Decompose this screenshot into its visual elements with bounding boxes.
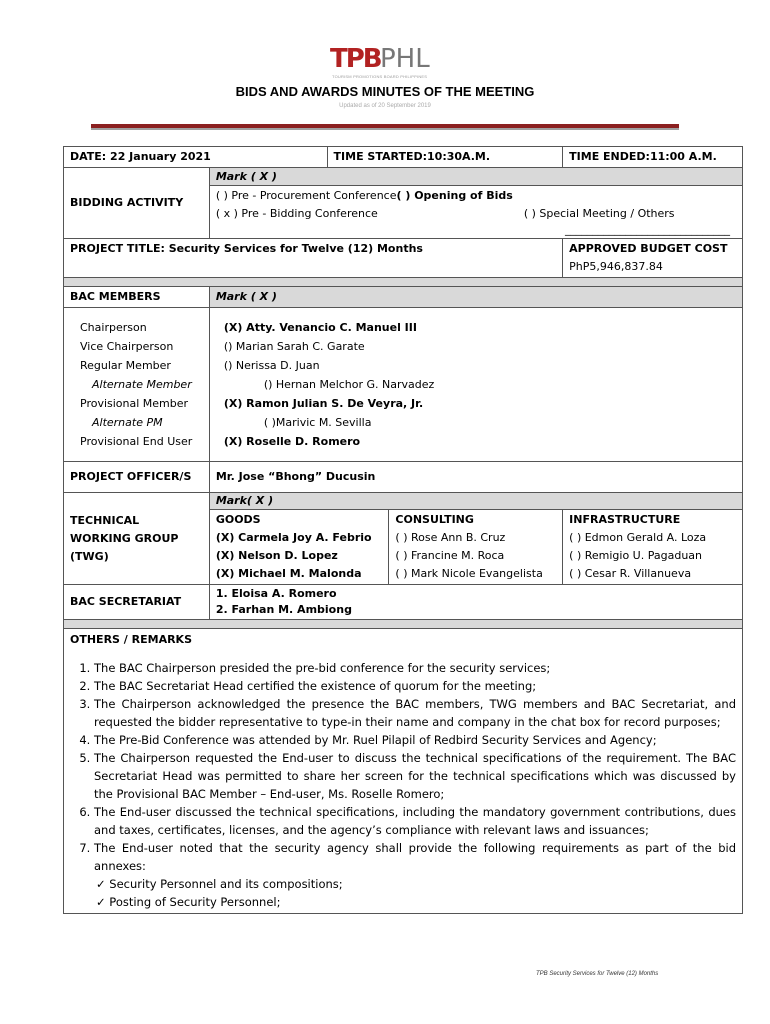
twg-infra-member[interactable]: ( ) Remigio U. Pagaduan [569, 549, 702, 562]
option-opening-of-bids[interactable]: ( ) Opening of Bids [396, 189, 513, 202]
document-title: BIDS AND AWARDS MINUTES OF THE MEETING [235, 84, 535, 99]
tpb-logo [330, 44, 452, 82]
member-chairperson[interactable]: (X) Atty. Venancio C. Manuel III [223, 321, 417, 334]
meeting-date: DATE: 22 January 2021 [64, 147, 328, 168]
role-chairperson: Chairperson [80, 321, 147, 334]
budget-label: APPROVED BUDGET COST [569, 242, 728, 255]
twg-goods-title: GOODS [215, 513, 261, 526]
option-pre-bidding[interactable]: ( x ) Pre - Bidding Conference [215, 207, 378, 220]
role-alternate-member: Alternate Member [92, 378, 192, 391]
member-regular[interactable]: () Nerissa D. Juan [223, 359, 320, 372]
remark-item: 4. The Pre-Bid Conference was attended by Mr. Ruel Pilapil of Redbird Security Services and Agency; [94, 731, 736, 749]
remark-item: 6. The End-user discussed the technical specifications, including the mandatory government contributions, dues and taxes, certificates, licenses, and the agency’s compliance with relevant laws and issuances; [94, 803, 736, 839]
project-officer-value: Mr. Jose “Bhong” Ducusin [209, 462, 742, 493]
meeting-row [64, 147, 743, 168]
remark-item: 7. The End-user noted that the security agency shall provide the following requirements as part of the bid annexes: [94, 839, 736, 875]
twg-consulting-title: CONSULTING [395, 513, 474, 526]
bidding-activity-label: BIDDING ACTIVITY [64, 168, 210, 239]
member-end-user[interactable]: (X) Roselle D. Romero [223, 435, 361, 448]
updated-date: Updated as of 20 September 2019 [339, 103, 431, 109]
time-started: TIME STARTED:10:30A.M. [327, 147, 563, 168]
member-alternate[interactable]: () Hernan Melchor G. Narvadez [263, 378, 435, 391]
project-officer-row [64, 462, 743, 493]
project-row [64, 239, 743, 278]
twg-infra-title: INFRASTRUCTURE [569, 513, 681, 526]
twg-consulting-member[interactable]: ( ) Mark Nicole Evangelista [395, 567, 543, 580]
page-footer: TPB Security Services for Twelve (12) Months [536, 971, 659, 977]
twg-label: TECHNICAL WORKING GROUP (TWG) [64, 493, 210, 585]
bac-mark-header: Mark ( X ) [209, 287, 742, 308]
twg-mark-header: Mark( X ) [209, 493, 742, 510]
twg-infra-member[interactable]: ( ) Edmon Gerald A. Loza [569, 531, 707, 544]
twg-header-row [64, 493, 743, 510]
logo-phl-text: PHL [380, 44, 430, 74]
remarks-row [64, 629, 743, 914]
member-vice-chairperson[interactable]: () Marian Sarah C. Garate [223, 340, 365, 353]
secretariat-row [64, 585, 743, 620]
bidding-activity-row [64, 168, 743, 186]
budget-value: PhP5,946,837.84 [569, 260, 663, 273]
bac-members-label: BAC MEMBERS [64, 287, 210, 308]
role-alternate-pm: Alternate PM [92, 416, 163, 429]
bidding-mark-header: Mark ( X ) [209, 168, 742, 186]
project-officer-label: PROJECT OFFICER/S [64, 462, 210, 493]
remark-item: 5. The Chairperson requested the End-user to discuss the technical specifications of the requirement. The BAC Secretariat Head was permitted to share her screen for the technical specifications which was discussed by the Provisional BAC Member – End-user, Ms. Roselle Romero; [94, 749, 736, 803]
remark-item: 1. The BAC Chairperson presided the pre-bid conference for the security services; [94, 659, 736, 677]
secretariat-label: BAC SECRETARIAT [64, 585, 210, 620]
checklist-item: ✓ Posting of Security Personnel; [96, 895, 281, 909]
logo-tpb-text: TPB [330, 44, 381, 74]
remarks-label: OTHERS / REMARKS [70, 633, 193, 646]
option-special-meeting[interactable]: ( ) Special Meeting / Others [523, 207, 675, 220]
remarks-list [70, 659, 736, 875]
option-pre-procurement[interactable]: ( ) Pre - Procurement Conference [215, 189, 397, 202]
twg-infra-member[interactable]: ( ) Cesar R. Villanueva [569, 567, 692, 580]
logo-tagline: TOURISM PROMOTIONS BOARD PHILIPPINES [332, 74, 428, 79]
twg-goods-member[interactable]: (X) Carmela Joy A. Febrio [215, 531, 372, 544]
twg-consulting-member[interactable]: ( ) Francine M. Roca [395, 549, 505, 562]
minutes-form [63, 146, 743, 914]
bac-members-header-row [64, 287, 743, 308]
others-blank-line: ______________________________ [565, 223, 730, 236]
twg-goods-member[interactable]: (X) Michael M. Malonda [215, 567, 362, 580]
twg-goods-member[interactable]: (X) Nelson D. Lopez [215, 549, 338, 562]
twg-consulting-member[interactable]: ( ) Rose Ann B. Cruz [395, 531, 506, 544]
member-alternate-pm[interactable]: ( )Marivic M. Sevilla [263, 416, 372, 429]
project-title: PROJECT TITLE: Security Services for Twelve (12) Months [64, 239, 563, 278]
requirements-checklist [70, 875, 736, 911]
time-ended: TIME ENDED:11:00 A.M. [563, 147, 743, 168]
remark-item: 2. The BAC Secretariat Head certified the existence of quorum for the meeting; [94, 677, 736, 695]
role-provisional-end-user: Provisional End User [80, 435, 193, 448]
role-regular-member: Regular Member [80, 359, 171, 372]
role-vice-chairperson: Vice Chairperson [80, 340, 174, 353]
header-rule-shadow [91, 128, 679, 130]
checklist-item: ✓ Security Personnel and its compositions; [96, 877, 343, 891]
secretariat-member: 1. Eloisa A. Romero [215, 587, 337, 600]
bac-members-row [64, 308, 743, 462]
member-provisional[interactable]: (X) Ramon Julian S. De Veyra, Jr. [223, 397, 424, 410]
remark-item: 3. The Chairperson acknowledged the presence the BAC members, TWG members and BAC Secretariat, and requested the bidder representative to type-in their name and company in the chat box for record purposes; [94, 695, 736, 731]
secretariat-member: 2. Farhan M. Ambiong [215, 603, 352, 616]
role-provisional-member: Provisional Member [80, 397, 189, 410]
